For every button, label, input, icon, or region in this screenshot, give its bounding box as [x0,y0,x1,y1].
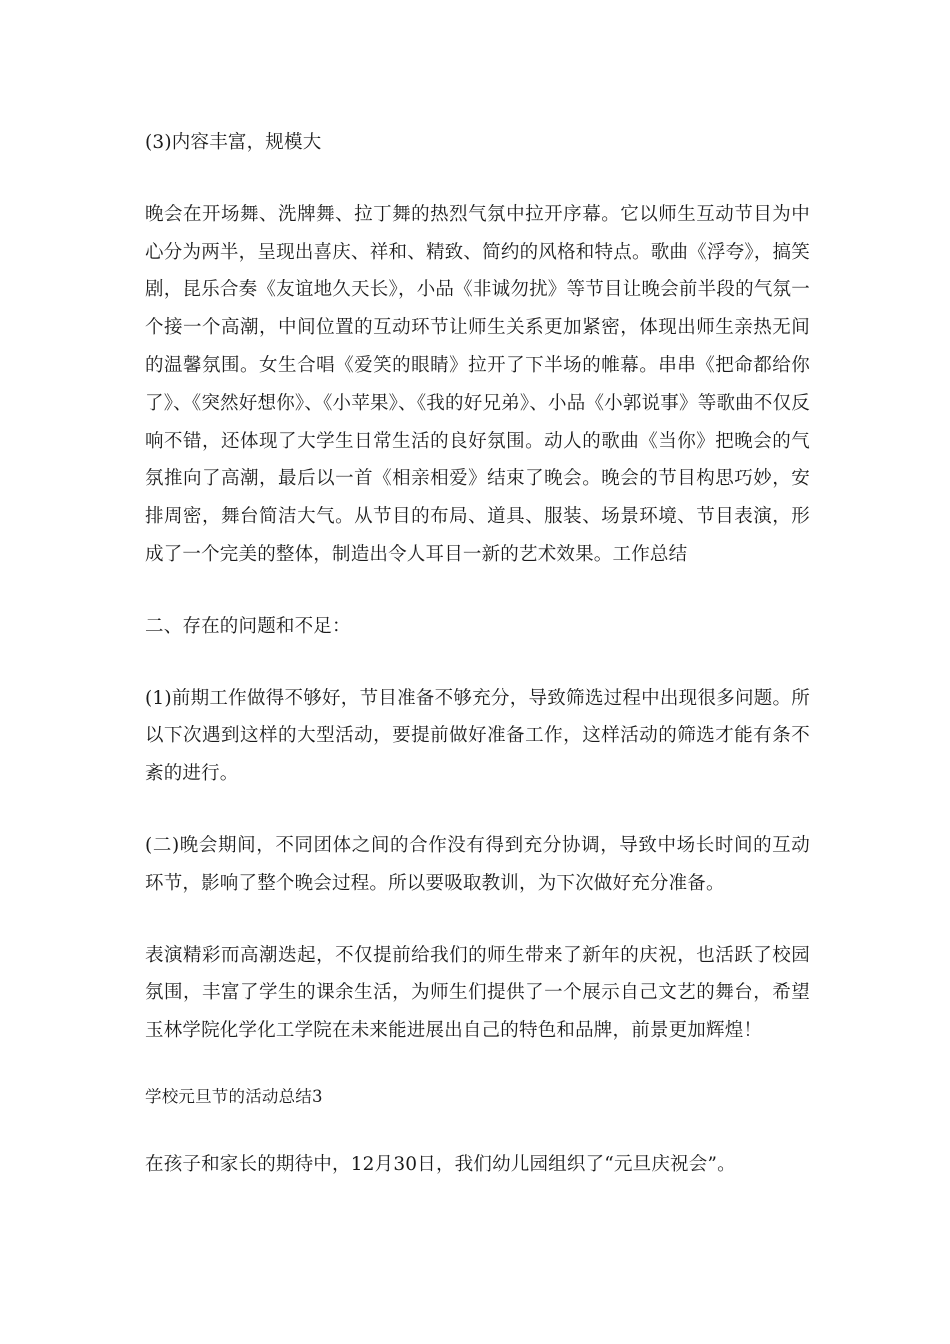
section-heading-content-rich: (3)内容丰富，规模大 [145,132,322,153]
paragraph-evening-program: 晚会在开场舞、洗牌舞、拉丁舞的热烈气氛中拉开序幕。它以师生互动节目为中心分为两半，呈现出喜庆、祥和、精致、简约的风格和特点。歌曲《浮夸》，搞笑剧，昆乐合奏《友谊地久天长》，小品《非诚勿扰》等节目让晚会前半段的气氛一个接一个高潮，中间位置的互动环节让师生关系更加紧密，体现出师生亲热无间的温馨氛围。女生合唱《爱笑的眼睛》拉开了下半场的帷幕。串串《把命都给你了》、《突然好想你》、《小苹果》、《我的好兄弟》、小品《小郭说事》等歌曲不仅反响不错，还体现了大学生日常生活的良好氛围。动人的歌曲《当你》把晚会的气氛推向了高潮，最后以一首《相亲相爱》结束了晚会。晚会的节目构思巧妙，安排周密，舞台简洁大气。从节目的布局、道具、服装、场景环境、节目表演，形成了一个完美的整体，制造出令人耳目一新的艺术效果。工作总结 [145,203,810,565]
paragraph-problem-2: (二)晚会期间，不同团体之间的合作没有得到充分协调，导致中场长时间的互动环节，影响了整个晚会过程。所以要吸取教训，为下次做好充分准备。 [145,834,810,894]
document-body [145,124,810,1218]
section-title-summary-3: 学校元旦节的活动总结3 [145,1086,323,1106]
section-heading-problems: 二、存在的问题和不足： [145,615,351,637]
paragraph-problem-1: (1)前期工作做得不够好，节目准备不够充分，导致筛选过程中出现很多问题。所以下次遇到这样的大型活动，要提前做好准备工作，这样活动的筛选才能有条不紊的进行。 [145,687,810,785]
paragraph-conclusion: 表演精彩而高潮迭起，不仅提前给我们的师生带来了新年的庆祝，也活跃了校园氛围，丰富了学生的课余生活，为师生们提供了一个展示自己文艺的舞台，希望玉林学院化学化工学院在未来能进展出自己的特色和品牌，前景更加辉煌！ [145,944,810,1042]
paragraph-new-year-celebration: 在孩子和家长的期待中，12月30日，我们幼儿园组织了“元旦庆祝会”。 [145,1153,736,1175]
